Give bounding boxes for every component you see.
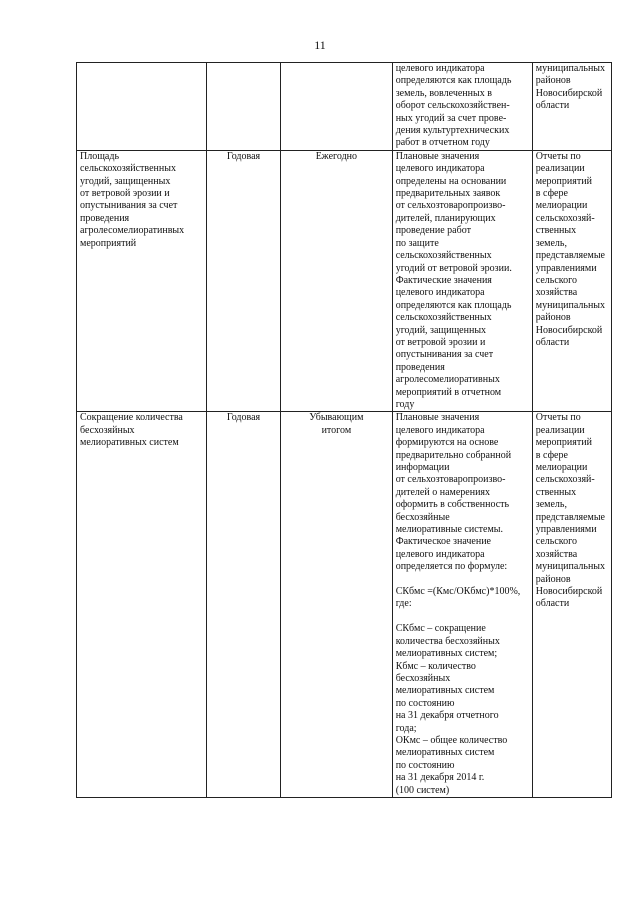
method-cell: Ежегодно <box>281 150 393 412</box>
description-cell: Плановые значения целевого индикатора определены на основании предварительных заявок от сельхозтоваропроизво- дителей, планирующих проведение работ по защите сельскохозяйственных угодий от ветровой эрозии. Фактические значения целевого индикатора определяются как площадь сельскохозяйственных угодий, защищенных от ветровой эрозии и опустынивания за счет проведения агролесомелиоративных мероприятий в отчетном году <box>392 150 532 412</box>
source-cell: Отчеты по реализации мероприятий в сфере мелиорации сельскохозяй- ственных земель, представляемые управлениями сельского хозяйства муниципальных районов Новосибирской области <box>532 150 611 412</box>
method-cell: Убывающим итогом <box>281 412 393 798</box>
description-cell: Плановые значения целевого индикатора формируются на основе предварительно собранной информации от сельхозтоваропроизво- дителей о намерениях оформить в собственность бесхозяйные мелиоративные системы. Фактическое значение целевого индикатора определяется по формуле: СКбмс =(Кмс/ОКбмс)*100%, где: СКбмс – сокращение количества бесхозяйных мелиоративных систем; Кбмс – количество бесхозяйных мелиоративных систем по состоянию на 31 декабря отчетного года; ОКмс – общее количество мелиоративных систем по состоянию на 31 декабря 2014 г. (100 систем) <box>392 412 532 798</box>
source-cell: Отчеты по реализации мероприятий в сфере мелиорации сельскохозяй- ственных земель, представляемые управлениями сельского хозяйства муниципальных районов Новосибирской области <box>532 412 611 798</box>
table-row <box>77 63 612 151</box>
periodicity-cell <box>206 63 280 151</box>
periodicity-cell: Годовая <box>206 150 280 412</box>
description-cell: целевого индикатора определяются как площадь земель, вовлеченных в оборот сельскохозяйствен- ных угодий за счет прове- дения культуртехнических работ в отчетном году <box>392 63 532 151</box>
indicator-name-cell: Площадь сельскохозяйственных угодий, защищенных от ветровой эрозии и опустынивания за счет проведения агролесомелиоратинвых мероприятий <box>77 150 207 412</box>
periodicity-cell: Годовая <box>206 412 280 798</box>
indicator-name-cell <box>77 63 207 151</box>
method-cell <box>281 63 393 151</box>
source-cell: муниципальных районов Новосибирской области <box>532 63 611 151</box>
page-number: 11 <box>314 38 326 52</box>
indicator-table <box>76 62 612 798</box>
indicator-name-cell: Сокращение количества бесхозяйных мелиоративных систем <box>77 412 207 798</box>
table-row <box>77 412 612 798</box>
table-row <box>77 150 612 412</box>
